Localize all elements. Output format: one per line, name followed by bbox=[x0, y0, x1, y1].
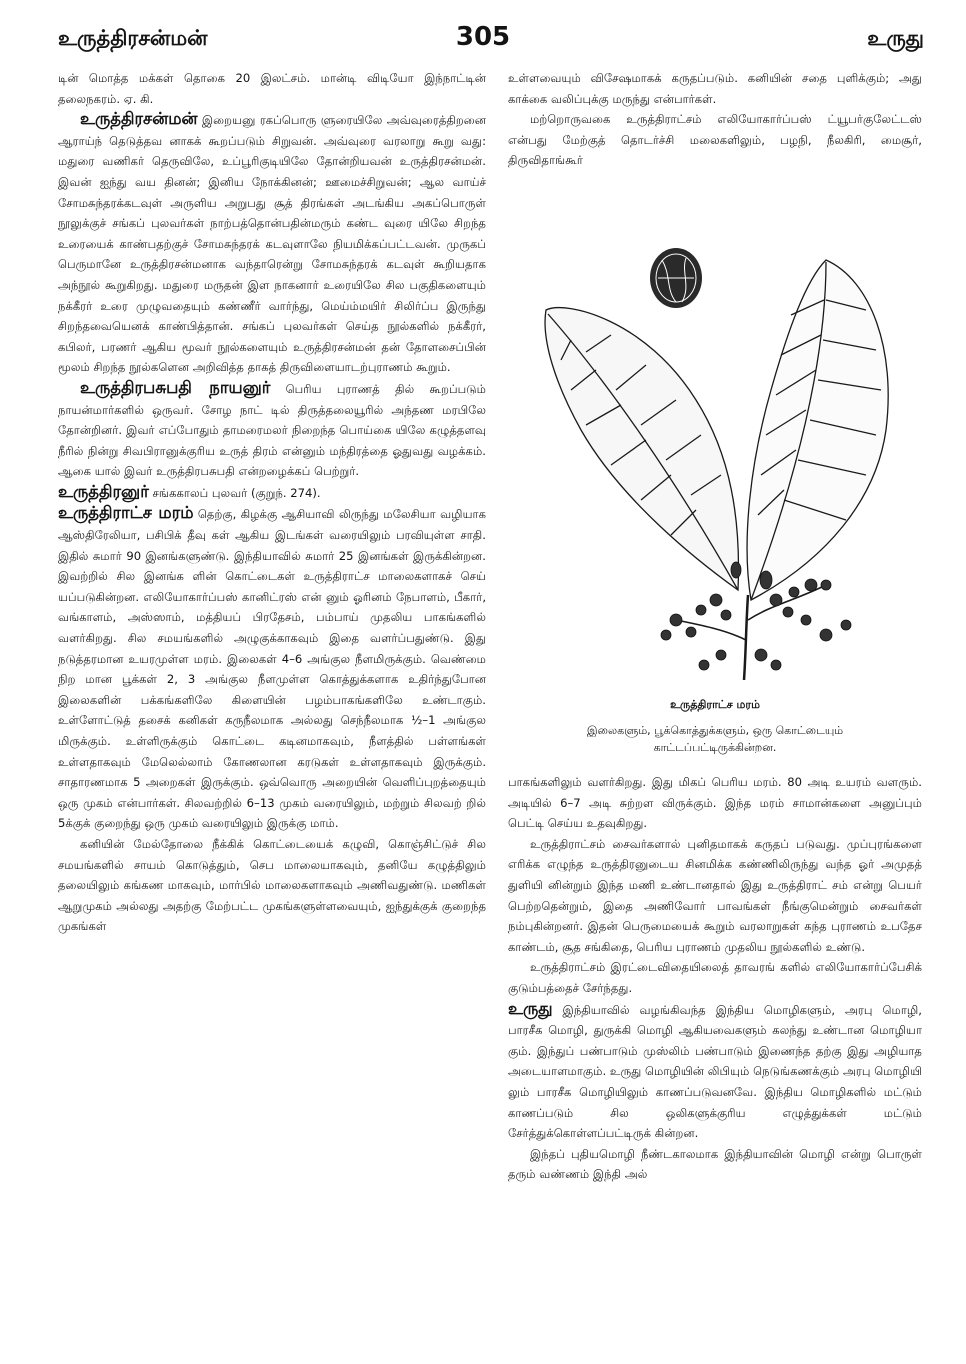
entry-body: தெற்கு, கிழக்கு ஆசியாவி லிருந்து மலேசியா வழியாக ஆஸ்திரேலியா, பசிபிக் தீவு கள் ஆகிய இடங்கள் வரையிலும் பரவியுள்ள சாதி. இதில் சுமார் 90 இனங்களுண்டு. இந்தியாவில் சுமார் 25 இனங்கள் இருக்கின்றன. இவற்றில் சில இனங்க ளின் கொட்டைகள் உருத்திராட்ச மாலைகளாகச் செய் யப்படுகின்றன. எலியோகார்ப்பஸ் கானிட்ரஸ் என் னும் ஓரினம் நேபாளம், பீகார், வங்காளம், அஸ்ஸாம், மத்தியப் பிரதேசம், பம்பாய் முதலிய பாகங்களில் வளர்கிறது. சில சமயங்களில் அழுகுக்காகவும் இதை வளர்ப்பதுண்டு. இது நடுத்தரமான உயரமுள்ள மரம். இலைகள் 4–6 அங்குல நீளமிருக்கும். வெண்மை நிற மான பூக்கள் 2, 3 அங்குல நீளமுள்ள கொத்துக்களாக உதிர்ந்துபோன இலைகளின் பக்கங்களிலே கிளையின் பழம்பாகங்களிலே உண்டாகும். உள்ளோட்டுத் தசைக் கனிகள் கருநீலமாக அல்லது செந்நீலமாக ½–1 அங்குல மிருக்கும். உள்ளிருக்கும் கொட்டை கடினமாகவும், நீளத்தில் பள்ளங்கள் உள்ளதாகவும் மேலெல்லாம் கோணலான கரடுகள் உள்ளதாகவும் இருக்கும். சாதாரணமாக 5 அறைகள் இருக்கும். ஒவ்வொரு அறையின் வெளிப்புறத்தையும் ஒரு முகம் என்பார்கள். சிலவற்றில் 6–13 முகம் வரையிலும், மற்றும் சிலவற் றில் 5க்குக் குறைந்து ஒரு முகம் வரையிலும் இருக்கு மாம். bbox=[58, 507, 487, 831]
paragraph: உருத்திராட்சம் இரட்டைவிதையிலைத் தாவரங் களில் எலியோகார்ப்பேசிக் குடும்பத்தைச் சேர்ந்தது. bbox=[508, 960, 922, 995]
entry-heading: உருத்திரசன்மன் bbox=[80, 109, 198, 129]
paragraph: கனியின் மேல்தோலை நீக்கிக் கொட்டையைக் கழுவி, கொஞ்சிட்டுச் சில சமயங்களில் சாயம் கொடுத்தும், செப மாலையாகவும், தனியே கழுத்திலும் தலையிலும் கங்கண மாகவும், மார்பில் மாலைகளாகவும் அணிவதுண்டு. மணிகள் ஆறுமுகம் அல்லது அதற்கு மேற்பட்ட முகங்களுள்ளவையும், ஐந்துக்குக் குறைந்த முகங்கள் bbox=[58, 836, 486, 934]
right-column-bottom bbox=[508, 772, 922, 1185]
entry-heading: உருத்திராட்ச மரம் bbox=[58, 503, 194, 523]
entry-heading: உருத்திரனுர் bbox=[58, 481, 149, 501]
left-column bbox=[58, 68, 486, 937]
figure-caption-line: காட்டப்பட்டிருக்கின்றன. bbox=[653, 741, 777, 754]
running-head-right: உருது bbox=[867, 26, 924, 50]
entry-body: சங்ககாலப் புலவர் (குறுந். 274). bbox=[148, 485, 321, 500]
seed-drawing bbox=[650, 248, 702, 308]
page-number: 305 bbox=[455, 22, 511, 52]
paragraph: உள்ளவையும் விசேஷமாகக் கருதப்படும். கனியின் சதை புளிக்கும்; அது காக்கை வலிப்புக்கு மருந்து என்பார்கள். bbox=[508, 71, 922, 106]
entry-rudranar bbox=[58, 482, 486, 504]
rudraksha-leaf-illustration bbox=[526, 240, 906, 680]
figure-title: உருத்திராட்ச மரம் bbox=[670, 698, 760, 711]
entry-rudrapasupathi bbox=[58, 378, 486, 482]
entry-rudrasarman bbox=[58, 109, 486, 378]
entry-body: பெரிய புராணத் தில் கூறப்படும் நாயன்மார்களில் ஒருவர். சோழ நாட் டில் திருத்தலையூரில் அந்தண மரபிலே தோன்றினர். இவர் எப்போதும் தாமரைமலர் நிறைந்த பொய்கை யிலே கழுத்தளவு நீரில் நின்று சிவபிரானுக்குரிய உருத் திரம் என்னும் மந்திரத்தை ஓதுவது வழக்கம். ஆகை யால் இவர் உருத்திரபசுபதி என்றழைக்கப் பெற்றுர். bbox=[58, 381, 486, 479]
entry-heading: உருத்திரபசுபதி நாயனுர் bbox=[80, 377, 271, 397]
entry-urdu bbox=[508, 999, 922, 1144]
entry-body: இறையனு ரகப்பொரு ளுரையிலே அவ்வுரைத்திறனை ஆராய்ந் தெடுத்தவ னாகக் கூறப்படும் சிறுவன். அவ்வுரை வரலாறு கூறு வது: மதுரை வணிகர் தெருவிலே, உப்பூரிகுடியிலே தோன்றியவன் உருத்திரசன்மன். இவன் ஐந்து வய தினன்; இனிய நோக்கினன்; ஊமைச்சிறுவன்; ஆல வாய்ச் சோமசுந்தரக்கடவுள் அருளிய அறுபது சூத் திரங்கள் அடங்கிய அகப்பொருள் நூலுக்குச் சங்கப் புலவர்கள் நாற்பத்தொன்பதின்மரும் கண்ட வுரை யிலே சிறந்த உரையைக் காண்பதற்குச் சோமசுந்தரக் கடவுளாலே நியமிக்கப்பட்டவன். முருகப் பெருமானே உருத்திரசன்மனாக வந்தாரென்று சோமசுந்தரக் கடவுள் கூறியதாக அந்நூல் கூறுகிறது. மதுரை மருதன் இள நாகனார் உரையிலே சில பகுதிகளையும் நக்கீரர் உரை முழுவதையும் கண்ணீர் வார்ந்து, மெய்ம்மயிர் சிலிர்ப்ப இருந்து சிறந்தவையெனக் காண்பித்தான். சங்கப் புலவர்கள் செய்த நூல்களில் நக்கீரர், கபிலர், பரணர் ஆகிய மூவர் நூல்களையும் உருத்திரசன்மன் தன் தோளசைப்பின் மூலம் சிறந்த நூல்களென அறிவித்த தாகத் திருவிளையாடற்புராணம் கூறும். bbox=[58, 113, 486, 375]
paragraph: மற்றொருவகை உருத்திராட்சம் எலியோகார்ப்பஸ் ட்யூபர்குலேட்டஸ் என்பது மேற்குத் தொடர்ச்சி மலைகளிலும், பழநி, நீலகிரி, மைசூர், திருவிதாங்கூர் bbox=[508, 112, 922, 168]
right-column-top bbox=[508, 68, 922, 171]
figure-caption-line: இலைகளும், பூக்கொத்துக்களும், ஒரு கொட்டையும் bbox=[586, 724, 844, 737]
entry-rudraksha-tree bbox=[58, 503, 486, 834]
figure-caption bbox=[508, 722, 922, 756]
continued-paragraph: டின் மொத்த மக்கள் தொகை 20 இலட்சம். மான்டி விடியோ இந்நாட்டின் தலைநகரம். ஏ. கி. bbox=[58, 71, 486, 106]
right-leaf bbox=[747, 260, 888, 600]
paragraph: உருத்திராட்சம் சைவர்களால் புனிதமாகக் கருதப் படுவது. முப்புரங்களை எரிக்க எழுந்த உருத்திரனுடைய சினமிக்க கண்ணிலிருந்து வந்த ஓர் அமுதத் துளியி னின்றும் இந்த மணி உண்டானதால் இது உருத்திராட் சம் என்று பெயர் பெற்றதென்றும், இதை அணிவோர் பாவங்கள் நீங்குமென்றும் சைவர்கள் நம்புகின்றனர். இதன் பெருமையைக் கூறும் வரலாறுகள் கந்த புராணம் உபதேச காண்டம், சூத சங்கிதை, பெரிய புராணம் முதலிய நூல்களில் உண்டு. bbox=[508, 836, 922, 954]
left-leaf bbox=[545, 308, 738, 590]
entry-body: இந்தியாவில் வழங்கிவந்த இந்திய மொழிகளும், அரபு மொழி, பாரசீக மொழி, துருக்கி மொழி ஆகியவைகளும் கலந்து உண்டான மொழியா கும். இந்துப் பண்பாடும் முஸ்லிம் பண்பாடும் இணைந்த தற்கு இது அழியாத அடையாளமாகும். உருது மொழியின் லிபியும் நெடுங்கணக்கும் அரபு மொழியி லும் பாரசீக மொழியிலும் காணப்படுவனவே. இந்திய மொழிகளில் மட்டும் காணப்படும் சில ஒலிகளுக்குரிய எழுத்துக்கள் மட்டும் சேர்த்துக்கொள்ளப்பட்டிருக் கின்றன. bbox=[508, 1002, 922, 1141]
paragraph: இந்தப் புதியமொழி நீண்டகாலமாக இந்தியாவின் மொழி என்று பொருள் தரும் வண்ணம் இந்தி அல் bbox=[508, 1146, 922, 1182]
paragraph: பாகங்களிலும் வளர்கிறது. இது மிகப் பெரிய மரம். 80 அடி உயரம் வளரும். அடியில் 6–7 அடி சுற்றள விருக்கும். இந்த மரம் சாமான்களை அனுப்பும் பெட்டி செய்ய உதவுகிறது. bbox=[508, 775, 922, 831]
entry-heading: உருது bbox=[508, 998, 553, 1018]
running-head-left: உருத்திரசன்மன் bbox=[58, 26, 208, 50]
